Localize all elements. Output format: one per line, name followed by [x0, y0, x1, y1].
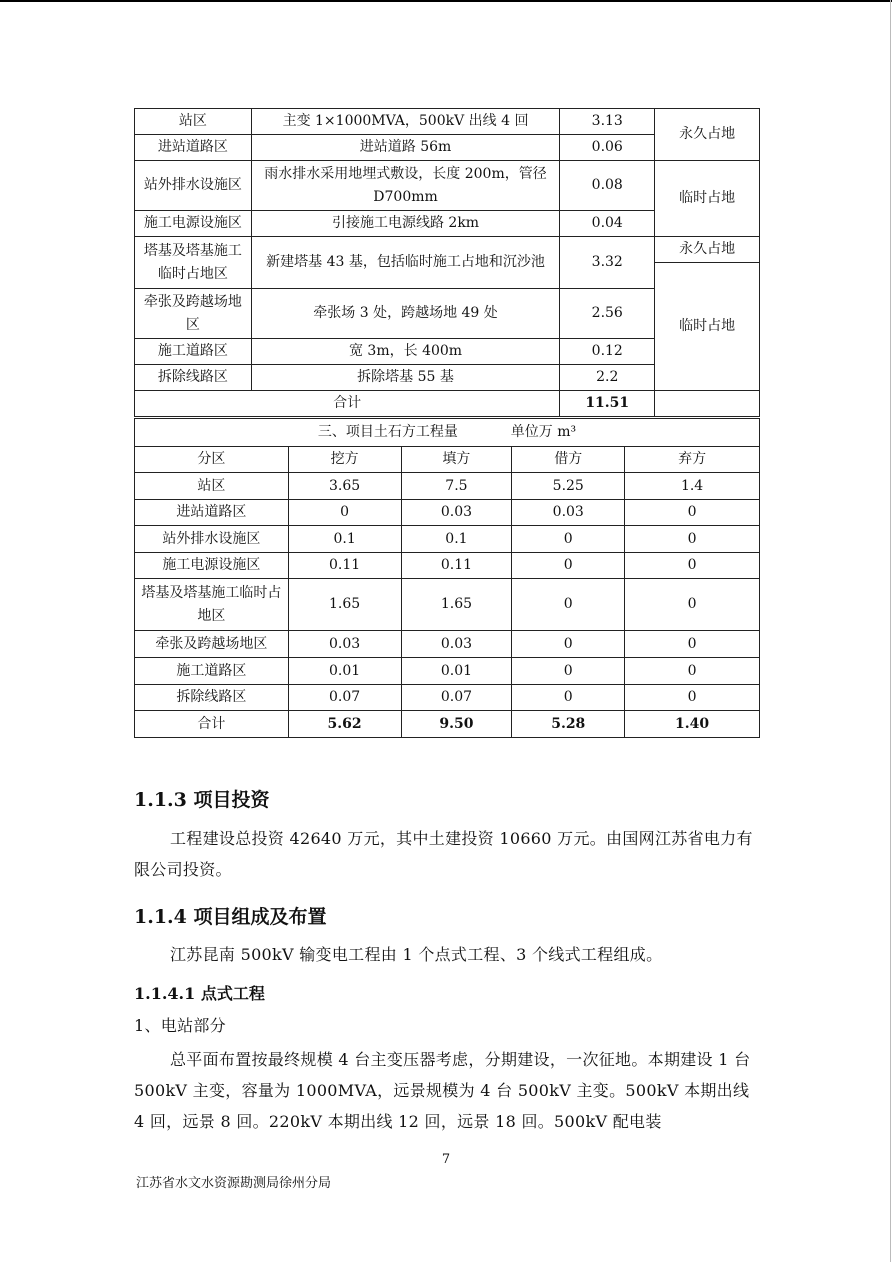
- table-cell: 5.25: [512, 473, 625, 500]
- land-type-cell: 临时占地: [655, 161, 760, 237]
- table-cell: 0: [512, 658, 625, 685]
- table-row: [135, 553, 760, 579]
- table-cell: 0.1: [401, 526, 512, 553]
- total-value: 9.50: [401, 711, 512, 738]
- total-value: 1.40: [625, 711, 760, 738]
- table-cell: 1.65: [288, 579, 401, 631]
- land-type-cell: 永久占地: [655, 237, 760, 263]
- zone-cell: 拆除线路区: [135, 365, 252, 391]
- table-row: [135, 658, 760, 685]
- table-cell: 1.65: [401, 579, 512, 631]
- paragraph-layout: 总平面布置按最终规模 4 台主变压器考虑，分期建设，一次征地。本期建设 1 台 500kV 主变，容量为 1000MVA，远景规模为 4 台 500kV 主变。500kV 本期出线 4 回，远景 8 回。220kV 本期出线 12 回，远景 18 回。500kV 配电装: [134, 1050, 751, 1131]
- paragraph-investment: 工程建设总投资 42640 万元，其中土建投资 10660 万元。由国网江苏省电力有限公司投资。: [134, 829, 753, 879]
- desc-cell: 雨水排水采用地埋式敷设，长度 200m，管径 D700mm: [251, 161, 560, 211]
- table-cell: 0.01: [401, 658, 512, 685]
- desc-cell: 拆除塔基 55 基: [251, 365, 560, 391]
- table-cell: 0.03: [401, 631, 512, 658]
- zone-cell: 站外排水设施区: [135, 161, 252, 211]
- land-type-cell: 临时占地: [655, 263, 760, 391]
- area-cell: 3.13: [560, 109, 655, 135]
- page-number: 7: [441, 1152, 451, 1167]
- total-label: 合计: [135, 391, 560, 417]
- total-label: 合计: [135, 711, 289, 738]
- right-border: [890, 0, 891, 1262]
- table-cell: 0.07: [401, 685, 512, 711]
- table-row: [135, 473, 760, 500]
- table-row: [135, 109, 760, 135]
- table-cell: 牵张及跨越场地区: [135, 631, 289, 658]
- table-title-row: [135, 419, 760, 447]
- table-row: [135, 685, 760, 711]
- desc-cell: 新建塔基 43 基，包括临时施工占地和沉沙池: [251, 237, 560, 289]
- zone-cell: 塔基及塔基施工临时占地区: [135, 237, 252, 289]
- table-cell: 0: [625, 553, 760, 579]
- land-type-cell: 永久占地: [655, 109, 760, 161]
- table-cell: 0: [512, 631, 625, 658]
- paragraph-composition: 江苏昆南 500kV 输变电工程由 1 个点式工程、3 个线式工程组成。: [170, 945, 663, 964]
- header-cell: 挖方: [288, 447, 401, 473]
- table-row: [135, 161, 760, 211]
- area-cell: 3.32: [560, 237, 655, 289]
- area-cell: 2.2: [560, 365, 655, 391]
- table-cell: 站区: [135, 473, 289, 500]
- zone-cell: 牵张及跨越场地区: [135, 289, 252, 339]
- section-heading-1-1-4: 1.1.4 项目组成及布置: [134, 906, 327, 928]
- table-cell: 0.03: [288, 631, 401, 658]
- table-cell: 0.11: [288, 553, 401, 579]
- list-item-station: 1、电站部分: [134, 1016, 226, 1035]
- footer-organization: 江苏省水文水资源勘测局徐州分局: [136, 1176, 332, 1191]
- table-cell: 7.5: [401, 473, 512, 500]
- table-row: [135, 500, 760, 526]
- table-row: [135, 526, 760, 553]
- table-cell: 施工电源设施区: [135, 553, 289, 579]
- zone-cell: 施工道路区: [135, 339, 252, 365]
- table-cell: 0: [512, 579, 625, 631]
- table-cell: 1.4: [625, 473, 760, 500]
- table-row: [135, 579, 760, 631]
- table-cell: 施工道路区: [135, 658, 289, 685]
- earthwork-table: [134, 418, 760, 738]
- header-cell: 借方: [512, 447, 625, 473]
- section-heading-1-1-4-1: 1.1.4.1 点式工程: [134, 984, 265, 1003]
- table-cell: 拆除线路区: [135, 685, 289, 711]
- area-cell: 2.56: [560, 289, 655, 339]
- table-header-row: [135, 447, 760, 473]
- top-border: [0, 0, 892, 2]
- table-cell: 0.07: [288, 685, 401, 711]
- desc-cell: 牵张场 3 处，跨越场地 49 处: [251, 289, 560, 339]
- table-cell: 0.01: [288, 658, 401, 685]
- table-cell: 0: [625, 685, 760, 711]
- header-cell: 填方: [401, 447, 512, 473]
- table-cell: 0: [625, 631, 760, 658]
- desc-cell: 引接施工电源线路 2km: [251, 211, 560, 237]
- table-cell: 0: [625, 500, 760, 526]
- table-row: [135, 237, 760, 263]
- table-cell: 0.03: [512, 500, 625, 526]
- total-value: 5.62: [288, 711, 401, 738]
- table-cell: 0: [625, 579, 760, 631]
- total-row: [135, 391, 760, 417]
- table-unit: 单位万 m³: [510, 424, 577, 440]
- table-cell: 进站道路区: [135, 500, 289, 526]
- desc-cell: 宽 3m，长 400m: [251, 339, 560, 365]
- table-cell: 0: [512, 553, 625, 579]
- zone-cell: 进站道路区: [135, 135, 252, 161]
- table-cell: 0.1: [288, 526, 401, 553]
- table-cell: 0: [288, 500, 401, 526]
- area-cell: 0.04: [560, 211, 655, 237]
- table-row: [135, 631, 760, 658]
- area-cell: 0.08: [560, 161, 655, 211]
- section-heading-1-1-3: 1.1.3 项目投资: [134, 789, 270, 811]
- desc-cell: 主变 1×1000MVA，500kV 出线 4 回: [251, 109, 560, 135]
- table-cell: 0: [512, 685, 625, 711]
- land-occupation-table: [134, 108, 760, 417]
- table-cell: 塔基及塔基施工临时占地区: [135, 579, 289, 631]
- table-title: 三、项目土石方工程量: [317, 424, 458, 440]
- header-cell: 分区: [135, 447, 289, 473]
- table-cell: 站外排水设施区: [135, 526, 289, 553]
- table-cell: 0: [625, 526, 760, 553]
- zone-cell: 施工电源设施区: [135, 211, 252, 237]
- empty-cell: [655, 391, 760, 417]
- area-cell: 0.12: [560, 339, 655, 365]
- table-cell: 0: [625, 658, 760, 685]
- total-value: 11.51: [560, 391, 655, 417]
- table-cell: 0: [512, 526, 625, 553]
- table-cell: 0.11: [401, 553, 512, 579]
- total-row: [135, 711, 760, 738]
- table-cell: 0.03: [401, 500, 512, 526]
- header-cell: 弃方: [625, 447, 760, 473]
- table-cell: 3.65: [288, 473, 401, 500]
- total-value: 5.28: [512, 711, 625, 738]
- zone-cell: 站区: [135, 109, 252, 135]
- area-cell: 0.06: [560, 135, 655, 161]
- desc-cell: 进站道路 56m: [251, 135, 560, 161]
